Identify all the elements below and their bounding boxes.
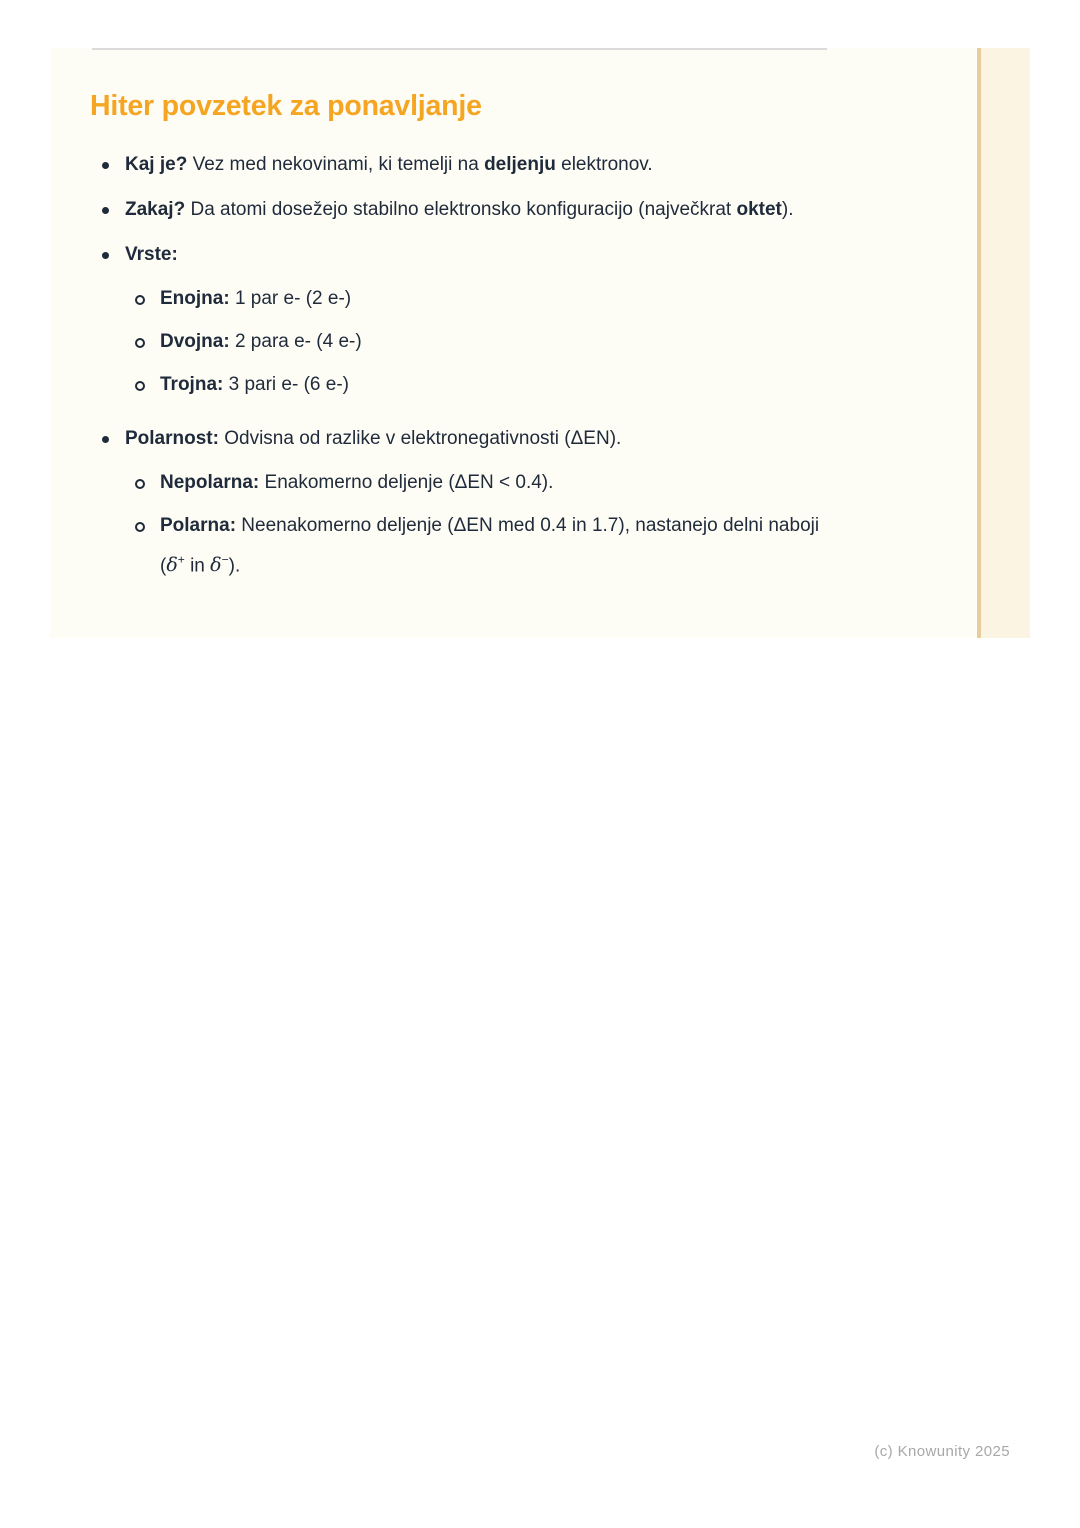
list-item-text <box>125 238 815 411</box>
bullet-marker <box>125 509 160 583</box>
list-item-text <box>125 148 815 182</box>
right-accent-stripe <box>977 48 1030 638</box>
item-text: ). <box>228 555 241 577</box>
list-item-text <box>125 193 815 227</box>
polarnost-sublist <box>125 466 820 583</box>
list-item-polarna <box>125 509 820 583</box>
bullet-circle-icon <box>135 295 145 305</box>
bullet-circle-icon <box>135 381 145 391</box>
bullet-marker <box>125 466 160 500</box>
summary-card <box>50 48 1030 638</box>
bullet-circle-icon <box>135 338 145 348</box>
bullet-marker <box>90 193 125 227</box>
item-text: 3 pari e- (6 e-) <box>223 374 349 395</box>
item-text: 2 para e- (4 e-) <box>229 331 362 352</box>
copyright-text: (c) Knowunity 2025 <box>874 1443 1010 1460</box>
list-item-text <box>160 509 820 583</box>
list-item-text <box>160 368 820 402</box>
item-label: Trojna: <box>160 374 224 395</box>
bullet-marker <box>90 238 125 411</box>
item-text: in <box>184 555 211 577</box>
item-label: Zakaj? <box>125 199 186 220</box>
list-item-vrste <box>90 238 815 411</box>
item-label: Dvojna: <box>160 331 230 352</box>
bullet-marker <box>90 422 125 592</box>
bullet-circle-icon <box>135 479 145 489</box>
page-title: Hiter povzetek za ponavljanje <box>90 90 482 122</box>
item-text: 1 par e- (2 e-) <box>229 288 352 309</box>
item-label: Enojna: <box>160 288 230 309</box>
bullet-dot-icon <box>102 162 109 169</box>
list-item-dvojna <box>125 325 815 359</box>
item-text: Vez med nekovinami, ki temelji na <box>187 154 485 175</box>
list-item-text <box>160 282 820 316</box>
list-item-text <box>160 466 820 500</box>
bullet-marker <box>125 368 160 402</box>
list-item-polarnost <box>90 422 820 592</box>
bullet-circle-icon <box>135 522 145 532</box>
summary-list <box>90 148 820 592</box>
list-item-kaj-je <box>90 148 815 182</box>
delta-minus-symbol: δ− <box>210 553 229 577</box>
item-label: Polarnost: <box>125 428 219 449</box>
item-label: Vrste: <box>125 244 178 265</box>
item-text: ). <box>781 199 794 220</box>
list-item-enojna <box>125 282 815 316</box>
bullet-marker <box>90 148 125 182</box>
item-emphasis: oktet <box>736 199 782 220</box>
list-item-nepolarna <box>125 466 815 500</box>
item-text: Neenakomerno deljenje (ΔEN med 0.4 in 1.7), nastanejo delni naboji ( <box>160 515 820 577</box>
list-item-trojna <box>125 368 815 402</box>
list-item-text <box>125 422 820 592</box>
vrste-sublist <box>125 282 815 402</box>
item-label: Polarna: <box>160 515 237 536</box>
item-text: Enakomerno deljenje (ΔEN < 0.4). <box>259 472 554 493</box>
item-text: Da atomi dosežejo stabilno elektronsko konfiguracijo (največkrat <box>185 199 737 220</box>
item-label: Nepolarna: <box>160 472 260 493</box>
bullet-marker <box>125 325 160 359</box>
section-divider <box>92 48 827 50</box>
list-item-zakaj <box>90 193 815 227</box>
bullet-dot-icon <box>102 436 109 443</box>
item-emphasis: deljenju <box>484 154 556 175</box>
item-text: Odvisna od razlike v elektronegativnosti (ΔEN). <box>218 428 622 449</box>
item-text: elektronov. <box>555 154 653 175</box>
bullet-dot-icon <box>102 252 109 259</box>
summary-content <box>90 88 820 603</box>
item-label: Kaj je? <box>125 154 188 175</box>
bullet-marker <box>125 282 160 316</box>
bullet-dot-icon <box>102 207 109 214</box>
list-item-text <box>160 325 820 359</box>
delta-plus-symbol: δ+ <box>166 553 185 577</box>
